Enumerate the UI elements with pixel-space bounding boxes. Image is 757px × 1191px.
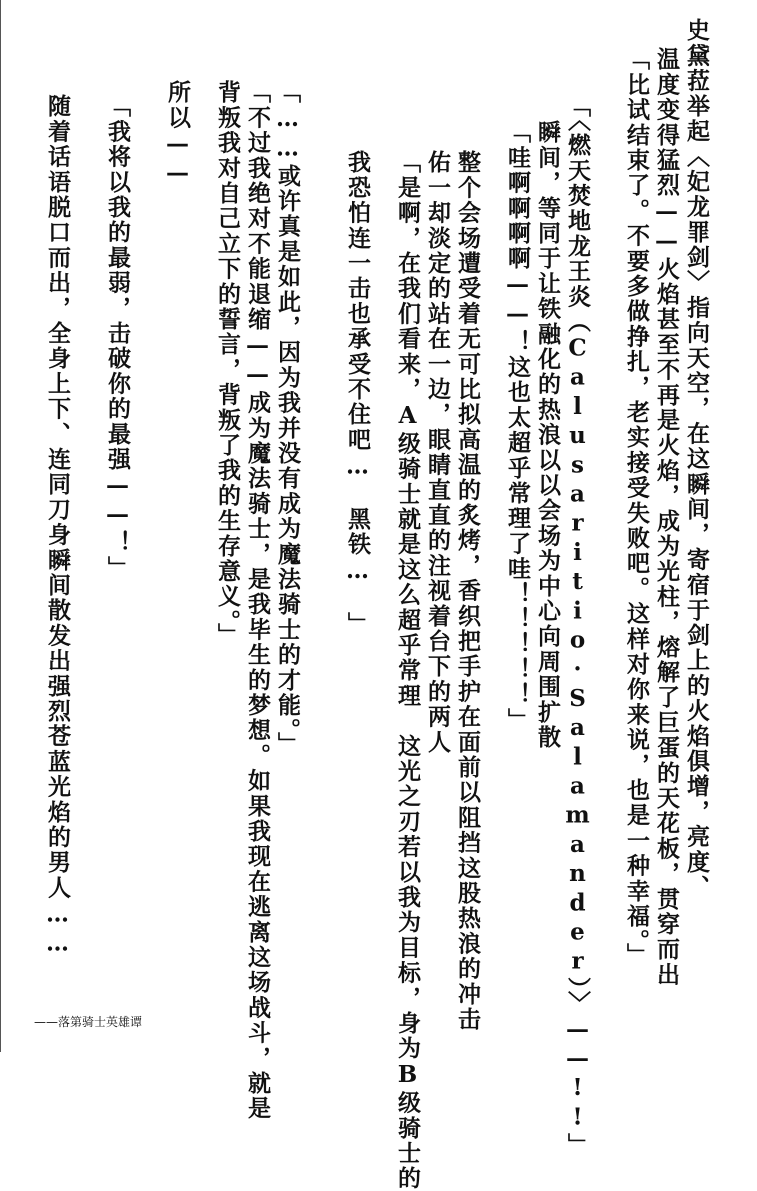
text-column: 整个会场遭受着无可比拟高温的炙烤，香织把手护在面前以阻挡这股热浪的冲击 xyxy=(454,150,481,1032)
text-column: 温度变得猛烈——火焰甚至不再是火焰，成为光柱，熔解了巨蛋的天花板，贯穿而出 xyxy=(653,47,680,988)
text-column: 随着话语脱口而出，全身上下、连同刀身瞬间散发出强烈苍蓝光焰的男人…… xyxy=(44,94,71,959)
text-column: 「是啊，在我们看来，A级骑士就是这么超乎常理 这光之刃若以我为目标，身为B级骑士的 xyxy=(394,150,421,1191)
text-column: 史黛菈举起〈妃龙罪剑〉指向天空，在这瞬间，寄宿于剑上的火焰俱增，亮度、 xyxy=(683,18,710,900)
text-column: 「……或许真是如此，因为我并没有成为魔法骑士的才能。」 xyxy=(274,80,301,757)
text-column: 「我将以我的最弱，击破你的最强——！」 xyxy=(104,94,131,581)
footer-title: ——落第骑士英雄谭 xyxy=(34,1015,143,1029)
text-column: 「哇啊啊啊啊——！这也太超乎常理了哇！！！！！」 xyxy=(504,120,531,733)
text-column: 「比试结束了。不要多做挣扎，老实接受失败吧。这样对你来说，也是一种幸福。」 xyxy=(623,47,650,968)
text-column: 「不过我绝对不能退缩——成为魔法骑士，是我毕生的梦想。如果我现在逃离这场战斗，就是 xyxy=(244,80,271,1122)
text-column: 瞬间，等同于让铁融化的热浪以以会场为中心向周围扩散 xyxy=(534,120,561,750)
text-column: 背叛我对自己立下的誓言，背叛了我的生存意义。」 xyxy=(214,80,241,649)
page-border xyxy=(0,0,1,1052)
text-column: 我恐怕连一击也承受不住吧… 黑铁… 」 xyxy=(344,150,371,637)
text-column: 佑一却淡定的站在一边，眼睛直直的注视着台下的两人 xyxy=(424,150,451,755)
text-column: 所以—— xyxy=(164,80,191,189)
text-column: 「〈燃天焚地龙王炎（Calusaritio·Salamander）〉——!!」 xyxy=(564,94,591,1158)
